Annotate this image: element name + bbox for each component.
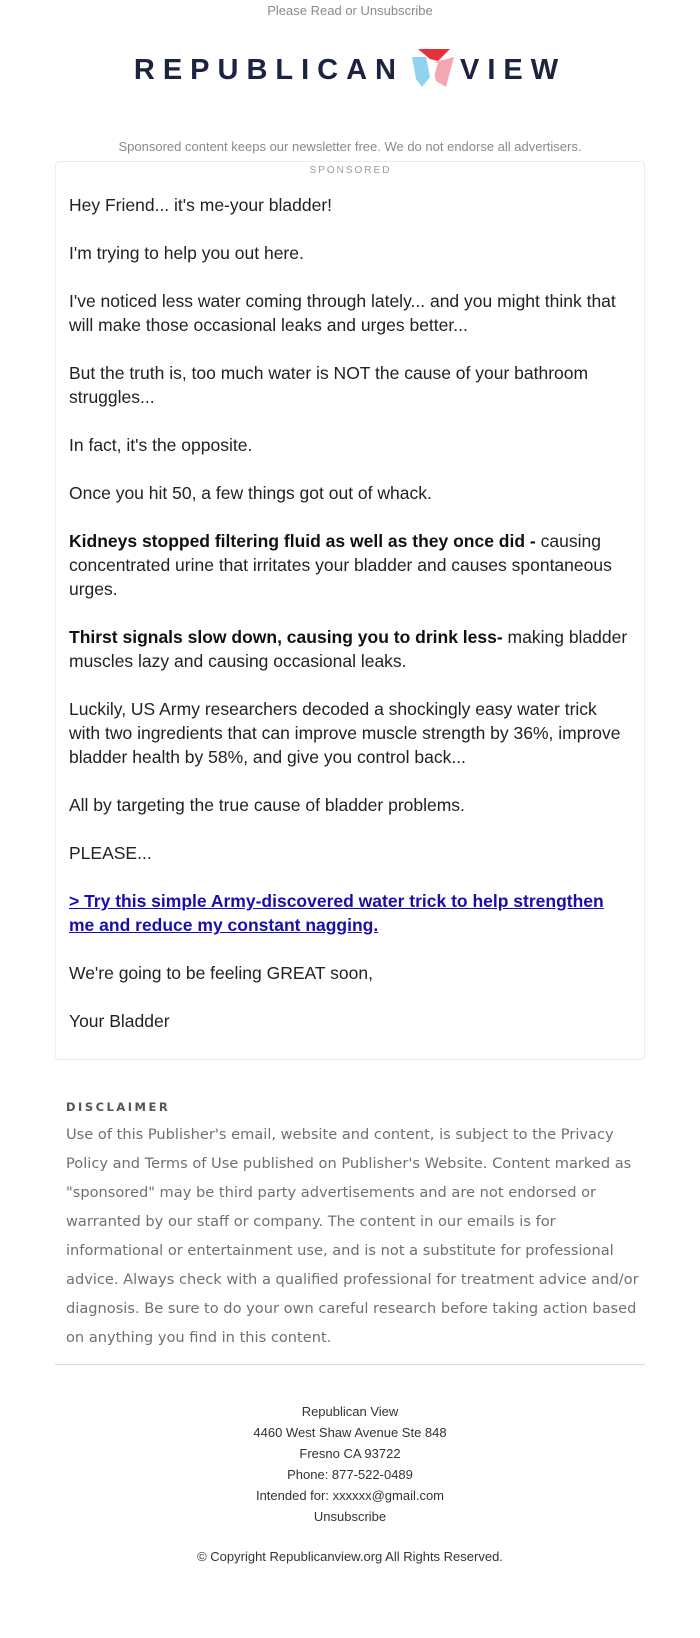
paragraph-11: PLEASE...	[69, 843, 152, 863]
paragraph-1: Hey Friend... it's me-your bladder!	[69, 195, 333, 215]
footer-unsubscribe-link[interactable]: Unsubscribe	[313, 1509, 387, 1524]
sponsored-label: SPONSORED	[309, 165, 392, 176]
sponsored-card	[55, 161, 645, 1060]
paragraph-8-rest: making bladder muscles lazy and causing occasional leaks.	[69, 627, 628, 671]
preheader-or: or	[345, 3, 357, 18]
footer-phone: Phone: 877-522-0489	[287, 1467, 413, 1482]
cta-link[interactable]: > Try this simple Army-discovered water trick to help strengthen me and reduce my constant nagging.	[69, 891, 604, 935]
paragraph-2: I'm trying to help you out here.	[69, 243, 304, 263]
paragraph-10: All by targeting the true cause of bladder problems.	[69, 795, 465, 815]
disclaimer-title: DISCLAIMER	[66, 1100, 171, 1114]
footer-city: Fresno CA 93722	[299, 1446, 401, 1461]
brand-logo[interactable]	[0, 47, 700, 93]
paragraph-7	[69, 529, 632, 601]
disclaimer-body: Use of this Publisher's email, website and content, is subject to the Privacy Policy and Terms of Use published on Publisher's Website. Content marked as "sponsored" may be third party advertisements and are not endorsed or warranted by our staff or company. The content in our emails is for informational or entertainment use, and is not a substitute for professional advice. Always check with a qualified professional for treatment advice and/or diagnosis. Be sure to do your own careful research before taking action based on anything you find in this content.	[66, 1126, 639, 1346]
footer-street: 4460 West Shaw Avenue Ste 848	[253, 1425, 447, 1440]
paragraph-3: I've noticed less water coming through lately... and you might think that will make those occasional leaks and urges better...	[69, 291, 616, 335]
preheader	[0, 0, 700, 23]
signature: Your Bladder	[69, 1011, 170, 1031]
paragraph-6: Once you hit 50, a few things got out of whack.	[69, 483, 432, 503]
sponsor-note: Sponsored content keeps our newsletter free. We do not endorse all advertisers.	[118, 139, 582, 154]
paragraph-4: But the truth is, too much water is NOT the cause of your bathroom struggles...	[69, 363, 589, 407]
footer-company: Republican View	[301, 1404, 399, 1419]
star-flag-icon	[410, 47, 456, 94]
paragraph-7-rest: causing concentrated urine that irritates your bladder and causes spontaneous urges.	[69, 531, 612, 599]
footer-divider	[55, 1364, 645, 1365]
paragraph-7-bold: Kidneys stopped filtering fluid as well as they once did -	[69, 531, 536, 551]
copyright: © Copyright Republicanview.org All Rights Reserved.	[197, 1549, 503, 1564]
please-read-link[interactable]: Please Read	[267, 3, 342, 18]
cta-paragraph	[69, 889, 632, 937]
paragraph-8	[69, 625, 632, 673]
paragraph-8-bold: Thirst signals slow down, causing you to drink less-	[69, 627, 503, 647]
paragraph-5: In fact, it's the opposite.	[69, 435, 253, 455]
logo-word-republican: REPUBLICAN	[133, 53, 404, 86]
logo-word-view: VIEW	[460, 53, 567, 86]
paragraph-9: Luckily, US Army researchers decoded a shockingly easy water trick with two ingredients that can improve muscle strength by 36%, improve bladder health by 58%, and give you control back...	[69, 699, 621, 767]
paragraph-12: We're going to be feeling GREAT soon,	[69, 963, 373, 983]
disclaimer-section	[66, 1100, 645, 1352]
preheader-unsubscribe-link[interactable]: Unsubscribe	[360, 3, 433, 18]
footer-address	[0, 1401, 700, 1527]
footer-intended: Intended for: xxxxxx@gmail.com	[255, 1488, 445, 1503]
